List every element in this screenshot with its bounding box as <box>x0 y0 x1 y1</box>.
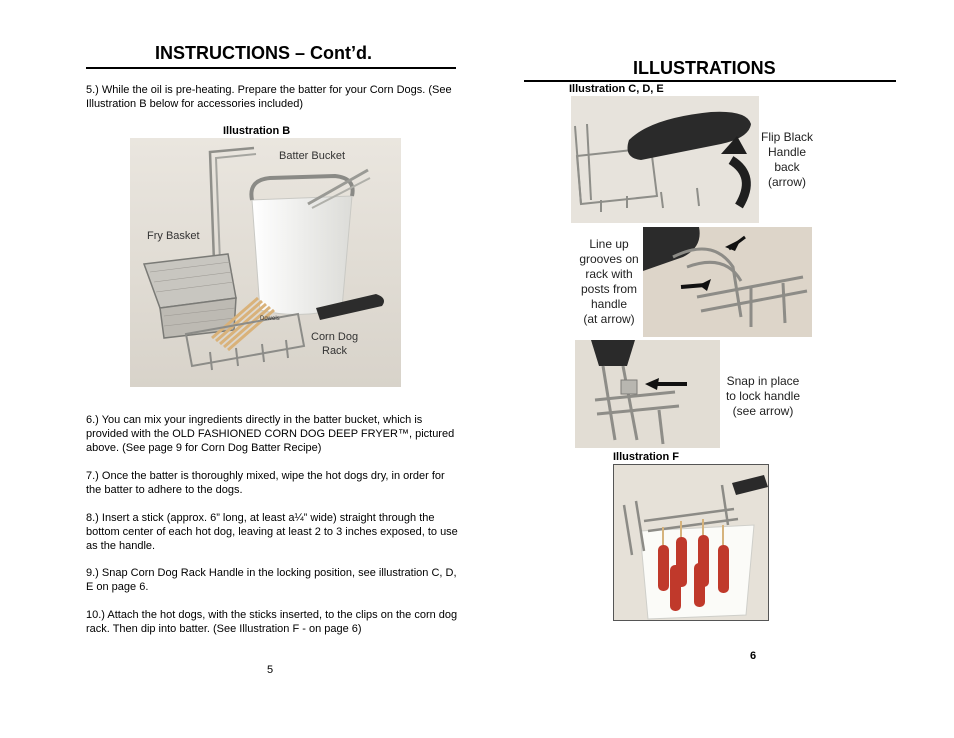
callout-c-line1: Flip Black <box>760 130 813 144</box>
step-9-text: 9.) Snap Corn Dog Rack Handle in the locking position, see illustration C, D, E on page 6. <box>86 567 457 593</box>
step-8-text: 8.) Insert a stick (approx. 6” long, at least a¼” wide) straight through the bottom center of each hot dog, leaving at least 2 to 3 inches exposed, to use as the handle. <box>86 512 458 552</box>
callout-d-line1: Line up <box>589 237 629 251</box>
callout-c-line3: back <box>774 160 800 174</box>
callout-d-line2: grooves on <box>579 252 639 266</box>
callout-d-line3: rack with <box>585 267 633 281</box>
illustration-c-photo <box>571 96 759 223</box>
illustration-f-graphic <box>614 465 768 620</box>
callout-d-line5: handle <box>590 297 628 311</box>
label-fry-basket: Fry Basket <box>147 230 200 242</box>
illustration-b-graphic <box>130 138 401 387</box>
left-page-title: INSTRUCTIONS – Cont’d. <box>155 43 372 63</box>
callout-e-line1: Snap in place <box>726 374 800 388</box>
label-batter-bucket: Batter Bucket <box>279 150 346 162</box>
right-page-title: ILLUSTRATIONS <box>633 58 776 78</box>
left-page-number: 5 <box>267 664 274 676</box>
callout-e-line3: (see arrow) <box>732 404 794 418</box>
label-dowels: Dowels <box>260 316 280 322</box>
callout-e <box>720 374 806 419</box>
callout-e-line2: to lock handle <box>725 389 801 403</box>
illustration-b-photo <box>130 138 401 387</box>
callout-d <box>574 237 644 327</box>
illustration-d-graphic <box>643 227 812 337</box>
callout-c <box>757 130 817 190</box>
callout-c-line4: (arrow) <box>768 175 806 189</box>
callout-d-line4: posts from <box>580 282 637 296</box>
callout-d-line6: (at arrow) <box>583 312 635 326</box>
callout-c-line2: Handle <box>767 145 807 159</box>
left-title-rule <box>86 67 456 69</box>
step-7-text: 7.) Once the batter is thoroughly mixed, wipe the hot dogs dry, in order for the batter to adhere to the dogs. <box>86 470 445 496</box>
illustration-f-photo <box>613 464 769 621</box>
step-5-text: 5.) While the oil is pre-heating. Prepare the batter for your Corn Dogs. (See Illustration B below for accessories included) <box>86 84 452 110</box>
right-page-number: 6 <box>750 650 757 662</box>
illustration-d-photo <box>643 227 812 337</box>
illustration-cde-caption: Illustration C, D, E <box>569 83 664 95</box>
label-corn-dog-rack-line1: Corn Dog <box>311 331 359 343</box>
illustration-e-photo <box>575 340 720 448</box>
right-title-rule <box>524 80 896 82</box>
step-10-text: 10.) Attach the hot dogs, with the sticks inserted, to the clips on the corn dog rack. Then dip into batter. (See Illustration F - on page 6) <box>86 609 458 635</box>
step-6-text: 6.) You can mix your ingredients directly in the batter bucket, which is provided with the OLD FASHIONED CORN DOG DEEP FRYER™, pictured above. (See page 9 for Corn Dog Batter Recipe) <box>86 414 455 454</box>
illustration-b-caption: Illustration B <box>223 125 291 137</box>
illustration-e-graphic <box>575 340 720 448</box>
illustration-c-graphic <box>571 96 759 223</box>
label-corn-dog-rack-line2: Rack <box>322 345 348 357</box>
label-corn-dog-rack <box>311 330 358 358</box>
illustration-f-caption: Illustration F <box>613 451 679 463</box>
